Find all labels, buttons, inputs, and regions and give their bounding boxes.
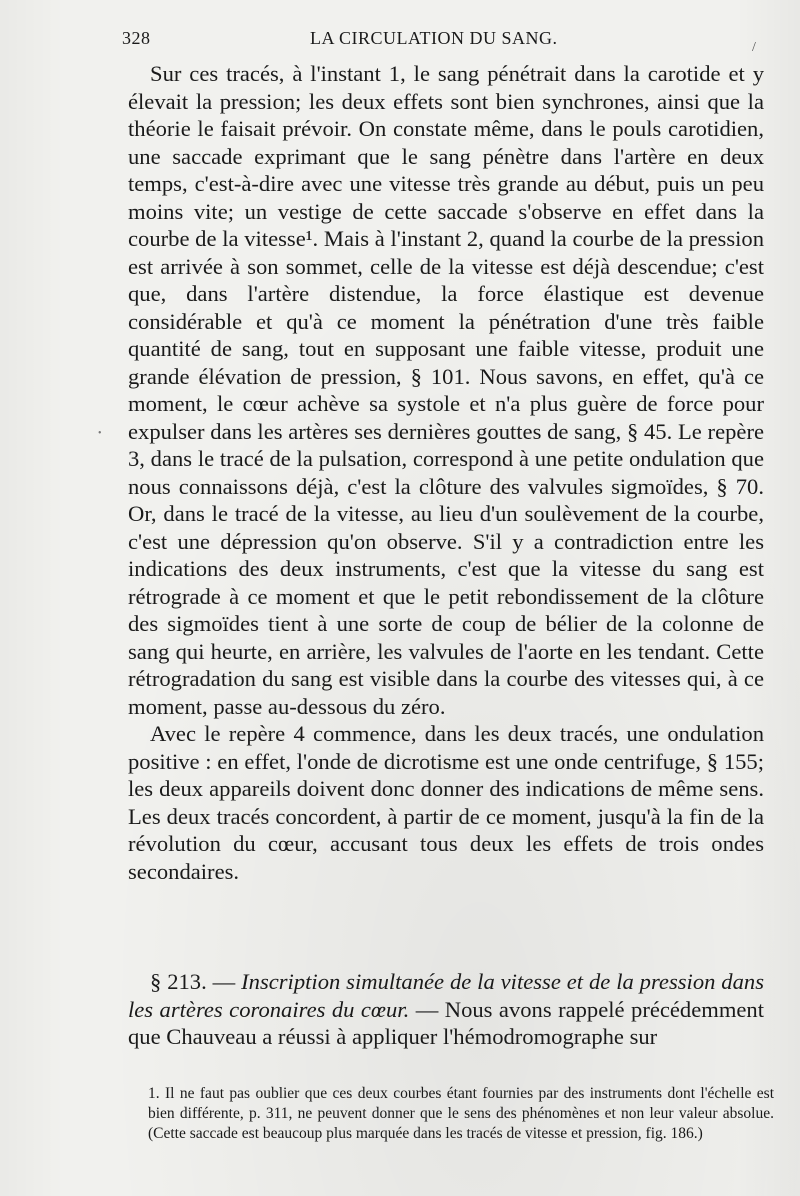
body-text — [128, 60, 764, 885]
margin-dot: • — [98, 428, 102, 439]
page-header — [122, 28, 762, 54]
section-number: § 213. — — [150, 969, 242, 994]
section-213 — [128, 968, 764, 1051]
stray-mark: / — [752, 40, 756, 55]
running-title: LA CIRCULATION DU SANG. — [310, 28, 558, 48]
page-number: 328 — [122, 28, 151, 48]
section-title: Inscription simultanée de la vitesse et de la pression dans les artères coronaires du cœur. — [128, 969, 764, 1022]
paragraph-1: Sur ces tracés, à l'instant 1, le sang pénétrait dans la carotide et y élevait la pression; les deux effets sont bien synchrones, ainsi que la théorie le faisait prévoir. On constate même, dans le pouls carotidien, une saccade exprimant que le sang pénètre dans l'artère en deux temps, c'est-à-dire avec une vitesse très grande au début, puis un peu moins vite; un vestige de cette saccade s'observe en effet dans la courbe de la vitesse¹. Mais à l'instant 2, quand la courbe de la pression est arrivée à son sommet, celle de la vitesse est déjà descendue; c'est que, dans l'artère distendue, la force élastique est devenue considérable et qu'à ce moment la pénétration d'une très faible quantité de sang, tout en supposant une faible vitesse, produit une grande élévation de pression, § 101. Nous savons, en effet, qu'à ce moment, le cœur achève sa systole et n'a plus guère de force pour expulser dans les artères ses dernières gouttes de sang, § 45. Le repère 3, dans le tracé de la pulsation, correspond à une petite ondulation que nous connaissons déjà, c'est la clôture des valvules sigmoïdes, § 70. Or, dans le tracé de la vitesse, au lieu d'un soulèvement de la courbe, c'est une dépression qu'on observe. S'il y a contradiction entre les indications des deux instruments, c'est que la vitesse du sang est rétrograde à ce moment et que le petit rebondissement de la clôture des sigmoïdes tient à une sorte de coup de bélier de la colonne de sang qui heurte, en arrière, les valvules de l'aorte en les tendant. Cette rétrogradation du sang est visible dans la courbe des vitesses qui, à ce moment, passe au-dessous du zéro. — [128, 61, 764, 719]
section-text: — Nous avons rappelé précédemment que Chauveau a réussi à appliquer l'hémodromographe sur — [128, 996, 764, 1049]
footnote — [148, 1084, 774, 1144]
footnote-text: 1. Il ne faut pas oublier que ces deux courbes étant fournies par des instruments dont l'échelle est bien différente, p. 311, ne peuvent donner que le sens des phénomènes et non leur valeur absolue. (Cette saccade est beaucoup plus marquée dans les tracés de vitesse et pression, fig. 186.) — [148, 1085, 774, 1142]
paragraph-2: Avec le repère 4 commence, dans les deux tracés, une ondulation positive : en effet, l'onde de dicrotisme est une onde centrifuge, § 155; les deux appareils doivent donc donner des indications de même sens. Les deux tracés concordent, à partir de ce moment, jusqu'à la fin de la révolution du cœur, accusant tous deux les effets de trois ondes secondaires. — [128, 721, 764, 884]
